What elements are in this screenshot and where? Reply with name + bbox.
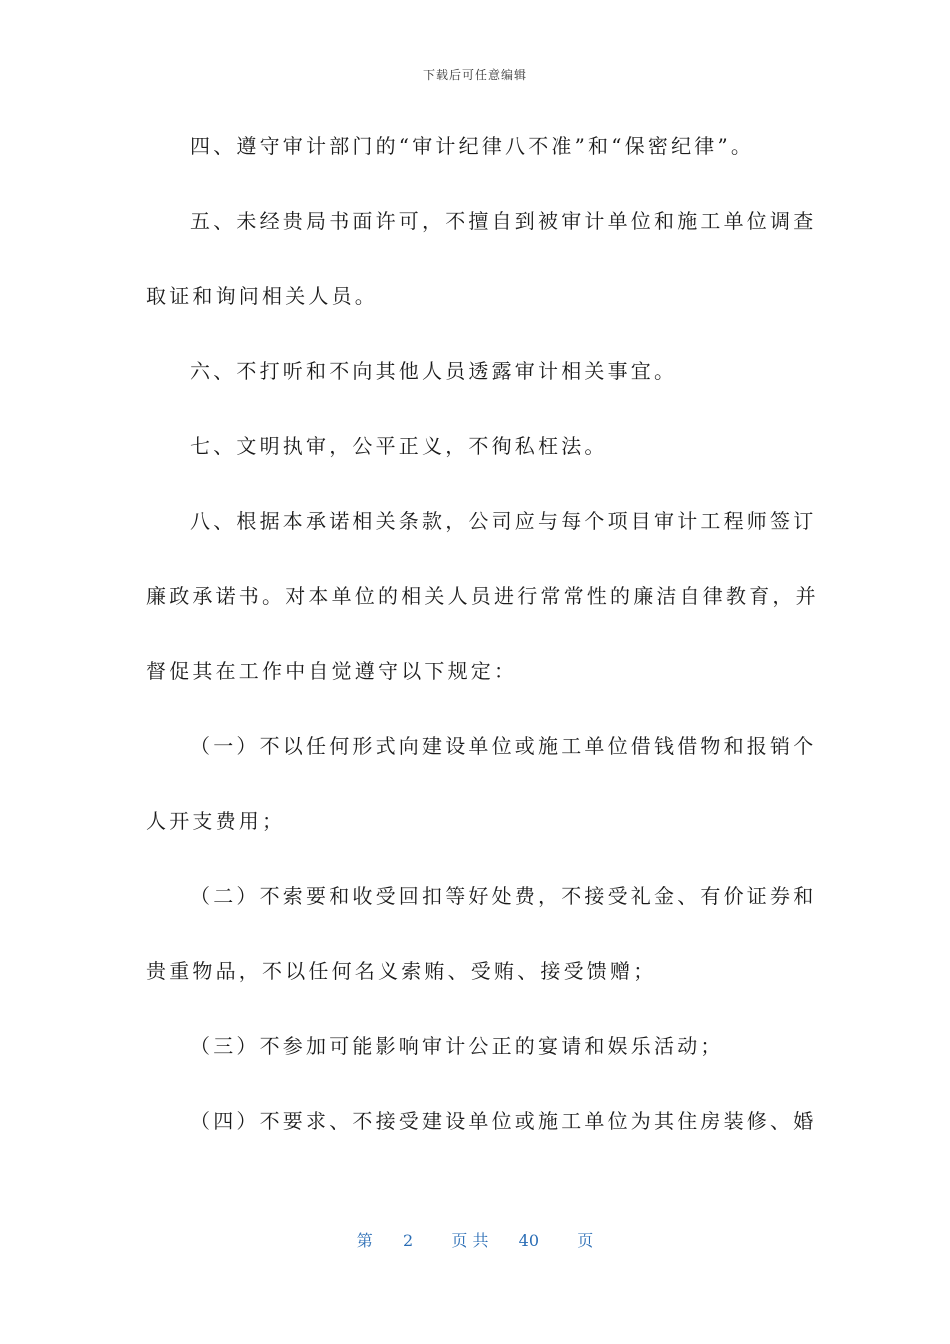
- paragraph-line: 四、遵守审计部门的“审计纪律八不准”和“保密纪律”。: [190, 134, 755, 158]
- page-number: 2: [402, 1231, 414, 1250]
- paragraph-line: 人开支费用；: [146, 809, 286, 833]
- paragraph-line: 贵重物品，不以任何名义索贿、受贿、接受馈赠；: [146, 959, 657, 983]
- footer-suffix: 页: [577, 1231, 594, 1250]
- page-total: 40: [518, 1231, 539, 1250]
- paragraph-line: （二）不索要和收受回扣等好处费，不接受礼金、有价证券和: [190, 884, 817, 908]
- body-text: [146, 128, 819, 1178]
- footer-prefix: 第: [356, 1231, 373, 1250]
- paragraph-line: （四）不要求、不接受建设单位或施工单位为其住房装修、婚: [190, 1109, 817, 1133]
- paragraph-line: 取证和询问相关人员。: [146, 284, 378, 308]
- paragraph-line: 六、不打听和不向其他人员透露审计相关事宜。: [190, 359, 678, 383]
- page-footer: [0, 1228, 950, 1251]
- paragraph-line: （一）不以任何形式向建设单位或施工单位借钱借物和报销个: [190, 734, 817, 758]
- paragraph-line: 七、文明执审，公平正义，不徇私枉法。: [190, 434, 608, 458]
- paragraph-line: 五、未经贵局书面许可，不擅自到被审计单位和施工单位调查: [190, 209, 817, 233]
- paragraph-line: 督促其在工作中自觉遵守以下规定：: [146, 659, 518, 683]
- footer-middle: 页 共: [451, 1231, 489, 1250]
- paragraph-line: 八、根据本承诺相关条款，公司应与每个项目审计工程师签订: [190, 509, 817, 533]
- paragraph-line: 廉政承诺书。对本单位的相关人员进行常常性的廉洁自律教育，并: [146, 584, 819, 608]
- paragraph-line: （三）不参加可能影响审计公正的宴请和娱乐活动；: [190, 1034, 724, 1058]
- header-note: 下载后可任意编辑: [422, 68, 527, 82]
